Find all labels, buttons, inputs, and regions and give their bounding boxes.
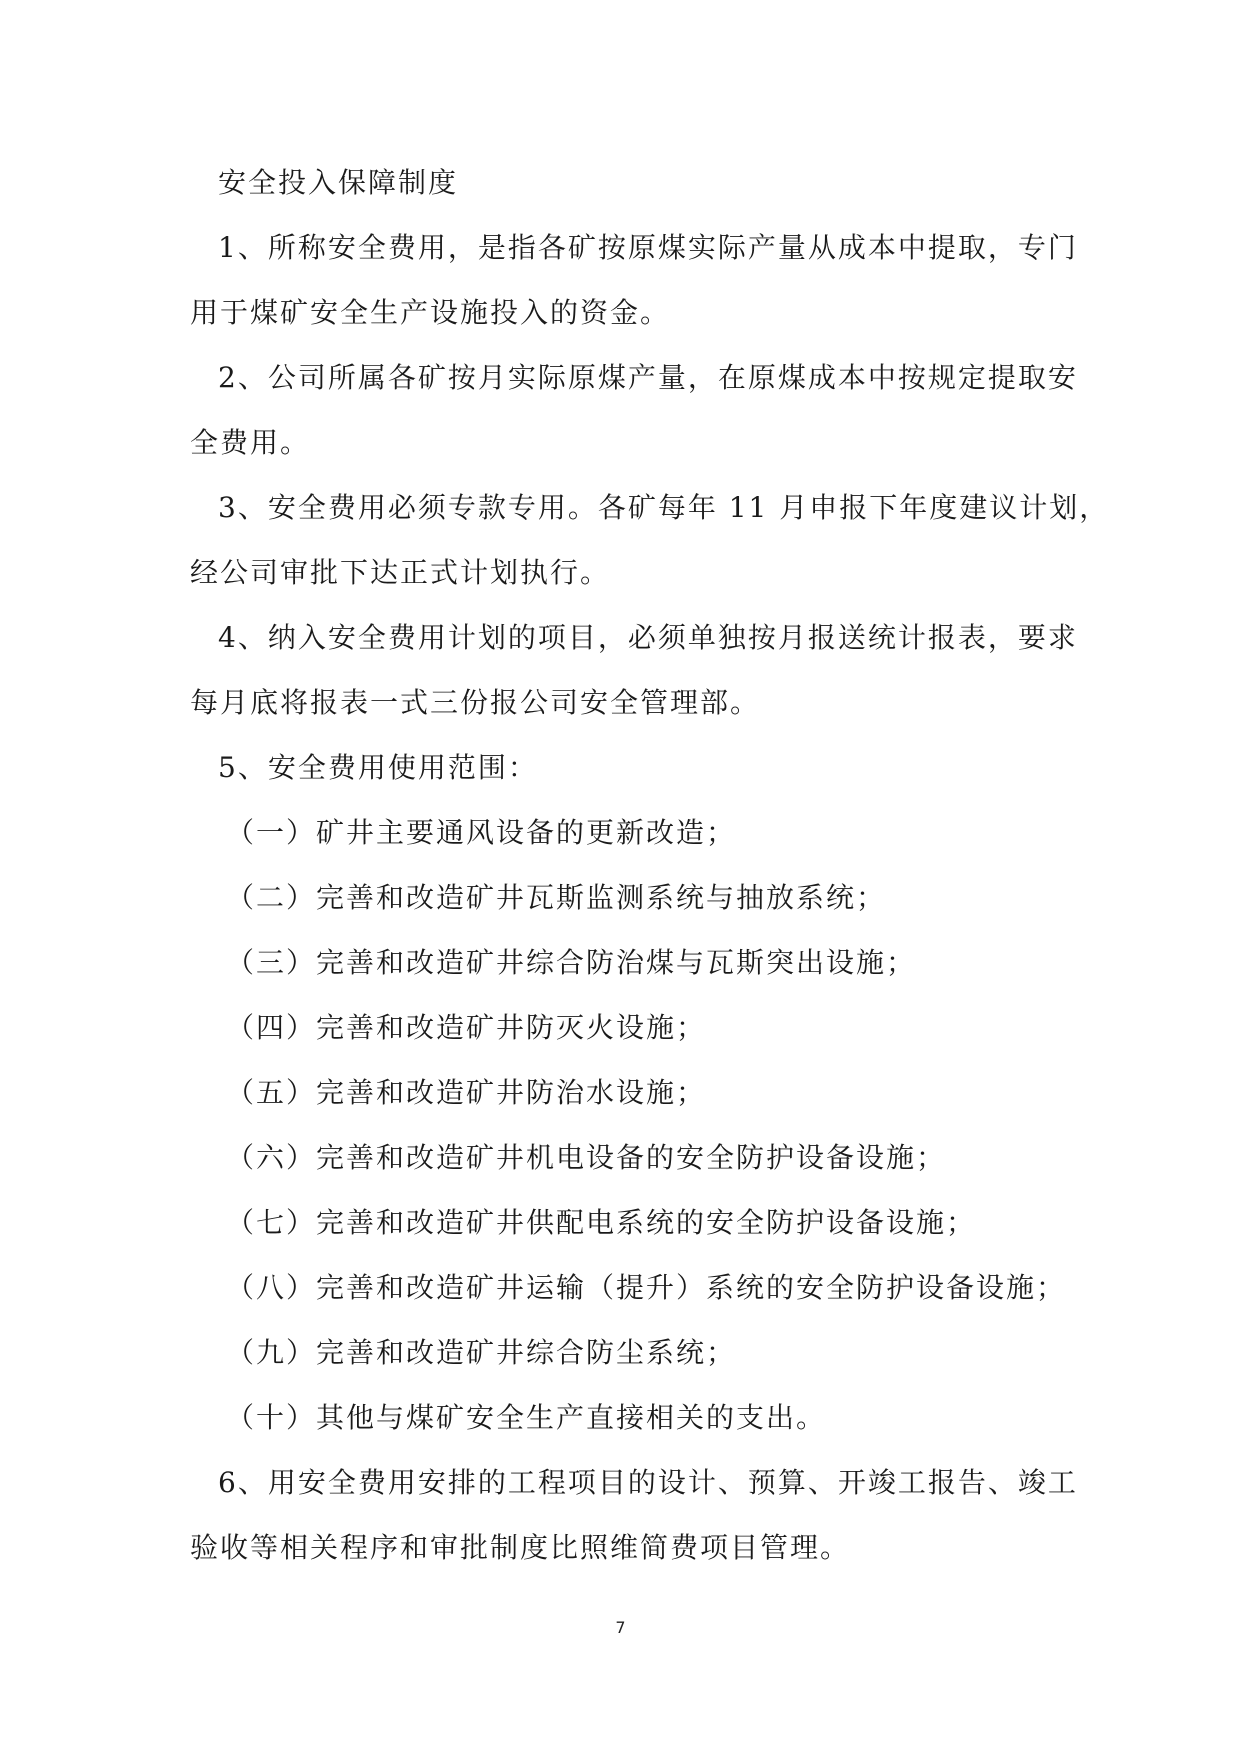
paragraph-list (190, 215, 1110, 1580)
document-heading: 安全投入保障制度 (218, 166, 459, 199)
list-item: （三）完善和改造矿井综合防治煤与瓦斯突出设施； (226, 946, 917, 979)
paragraph-line: 用于煤矿安全生产设施投入的资金。 (190, 296, 671, 329)
list-item: （五）完善和改造矿井防治水设施； (226, 1076, 707, 1109)
paragraph-line: 每月底将报表一式三份报公司安全管理部。 (190, 686, 761, 719)
page-number: 7 (615, 1618, 626, 1637)
paragraph-line: 5、安全费用使用范围： (218, 751, 538, 784)
list-item: （九）完善和改造矿井综合防尘系统； (226, 1336, 737, 1369)
paragraph-line: 1、所称安全费用，是指各矿按原煤实际产量从成本中提取，专门 (218, 231, 1078, 264)
paragraph-line: 全费用。 (190, 426, 311, 459)
list-item: （四）完善和改造矿井防灭火设施； (226, 1011, 707, 1044)
list-item: （二）完善和改造矿井瓦斯监测系统与抽放系统； (226, 881, 887, 914)
list-item: （八）完善和改造矿井运输（提升）系统的安全防护设备设施； (226, 1271, 1067, 1304)
list-item: （六）完善和改造矿井机电设备的安全防护设备设施； (226, 1141, 947, 1174)
list-item: （十）其他与煤矿安全生产直接相关的支出。 (226, 1401, 827, 1434)
paragraph-line: 4、纳入安全费用计划的项目，必须单独按月报送统计报表，要求 (218, 621, 1078, 654)
list-item: （一）矿井主要通风设备的更新改造； (226, 816, 737, 849)
document-body (190, 150, 1110, 1580)
paragraph-line: 6、用安全费用安排的工程项目的设计、预算、开竣工报告、竣工 (218, 1466, 1078, 1499)
list-item: （七）完善和改造矿井供配电系统的安全防护设备设施； (226, 1206, 977, 1239)
paragraph-line: 验收等相关程序和审批制度比照维简费项目管理。 (190, 1531, 851, 1564)
paragraph-line: 3、安全费用必须专款专用。各矿每年 11 月申报下年度建议计划， (218, 491, 1110, 524)
paragraph-line: 经公司审批下达正式计划执行。 (190, 556, 611, 589)
paragraph-line: 2、公司所属各矿按月实际原煤产量，在原煤成本中按规定提取安 (218, 361, 1078, 394)
